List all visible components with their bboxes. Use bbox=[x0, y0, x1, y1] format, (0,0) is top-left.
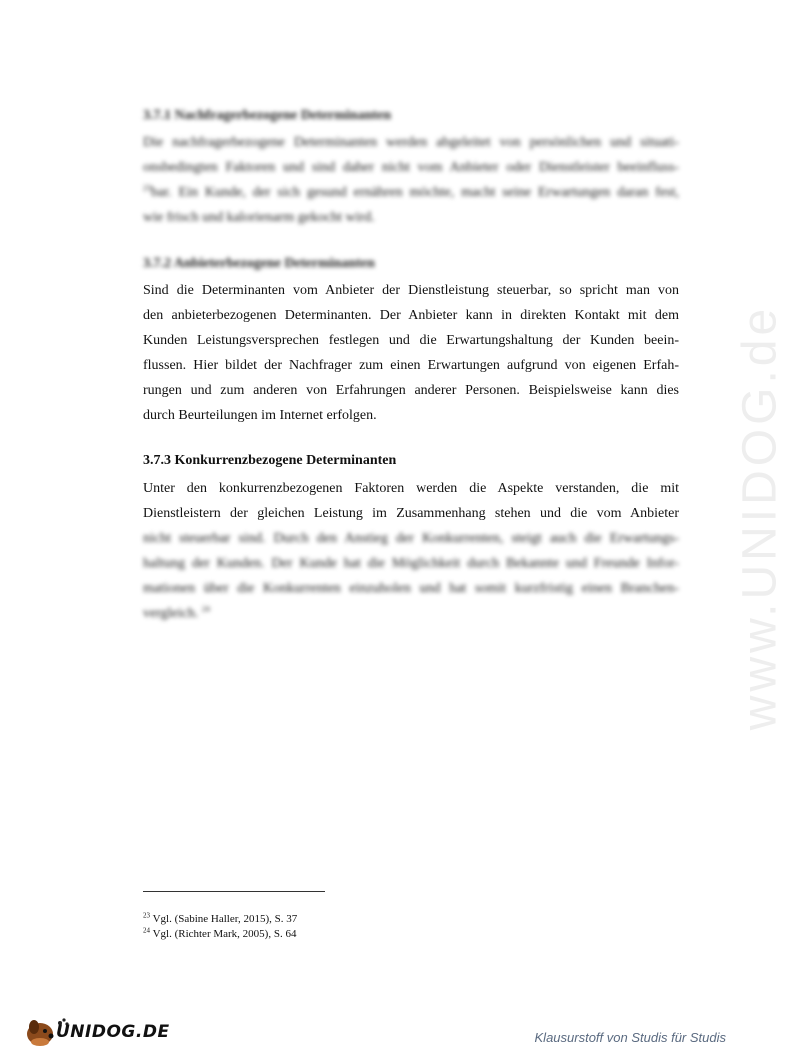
section-body-3-7-2 bbox=[143, 278, 679, 428]
text-line: mationen über die Konkurrenten einzuholen und hat somit kurzfristig einen Branchen- bbox=[143, 581, 679, 596]
text-line: onsbedingten Faktoren und sind daher nicht vom Anbieter oder Dienstleister beeinfluss- bbox=[143, 160, 679, 175]
footnote-number: 23 bbox=[143, 911, 150, 920]
text-line: den anbieterbezogenen Determinanten. Der Anbieter kann in direkten Kontakt mit dem bbox=[143, 308, 679, 323]
text-line: Dienstleistern der gleichen Leistung im Zusammenhang stehen und die vom Anbieter bbox=[143, 506, 679, 521]
text-line: Sind die Determinanten vom Anbieter der Dienstleistung steuerbar, so spricht man von bbox=[143, 283, 679, 298]
text-line: haltung der Kunden. Der Kunde hat die Möglichkeit durch Bekannte und Freunde Infor- bbox=[143, 556, 679, 571]
text-line: nicht steuerbar sind. Durch den Anstieg der Konkurrenten, steigt auch die Erwartungs- bbox=[143, 531, 679, 546]
text-line: Unter den konkurrenzbezogenen Faktoren werden die Aspekte verstanden, die mit bbox=[143, 481, 679, 496]
footnote-divider bbox=[143, 891, 325, 892]
footnote-text: Vgl. (Richter Mark, 2005), S. 64 bbox=[152, 928, 297, 940]
brand-logo-text: UNIDOG.DE bbox=[56, 1022, 170, 1042]
text-line: Die nachfragerbezogene Determinanten werden abgeleitet von persönlichen und situati- bbox=[143, 135, 679, 150]
footnote-24 bbox=[143, 928, 296, 940]
section-body-3-7-1 bbox=[143, 130, 679, 230]
footnote-ref: 24 bbox=[201, 604, 210, 614]
footnote-23 bbox=[143, 913, 297, 925]
watermark: www.UNIDOG.de bbox=[733, 304, 787, 731]
text-line-content: vergleich. bbox=[143, 606, 199, 621]
text-line bbox=[143, 180, 679, 205]
footnote-text: Vgl. (Sabine Haller, 2015), S. 37 bbox=[152, 913, 298, 925]
footnote-number: 24 bbox=[143, 926, 150, 935]
text-line: wie frisch und kalorienarm gekocht wird. bbox=[143, 210, 375, 225]
footnote-ref: 23 bbox=[143, 183, 151, 193]
brand-tagline: Klausurstoff von Studis für Studis bbox=[534, 1030, 726, 1045]
heading-text: 3.7.2 Anbieterbezogene Determinanten bbox=[143, 256, 375, 271]
section-heading-3-7-3: 3.7.3 Konkurrenzbezogene Determinanten bbox=[143, 453, 397, 468]
text-line: flussen. Hier bildet der Nachfrager zum einen Erwartungen aufgrund von eigenen Erfah- bbox=[143, 358, 679, 373]
section-heading-3-7-2 bbox=[143, 256, 375, 272]
text-line-content: bar. Ein Kunde, der sich gesund ernähren möchte, macht seine Erwartungen daran fest, bbox=[151, 185, 679, 200]
text-line bbox=[143, 601, 679, 626]
text-line: durch Beurteilungen im Internet erfolgen. bbox=[143, 408, 377, 423]
section-heading-3-7-1: 3.7.1 Nachfragerbezogene Determinanten bbox=[143, 108, 392, 123]
section-body-3-7-3 bbox=[143, 476, 679, 626]
text-line: rungen und zum anderen von Erfahrungen anderer Personen. Beispielsweise kann dies bbox=[143, 383, 679, 398]
text-line: Kunden Leistungsversprechen festlegen und die Erwartungshaltung der Kunden beein- bbox=[143, 333, 679, 348]
